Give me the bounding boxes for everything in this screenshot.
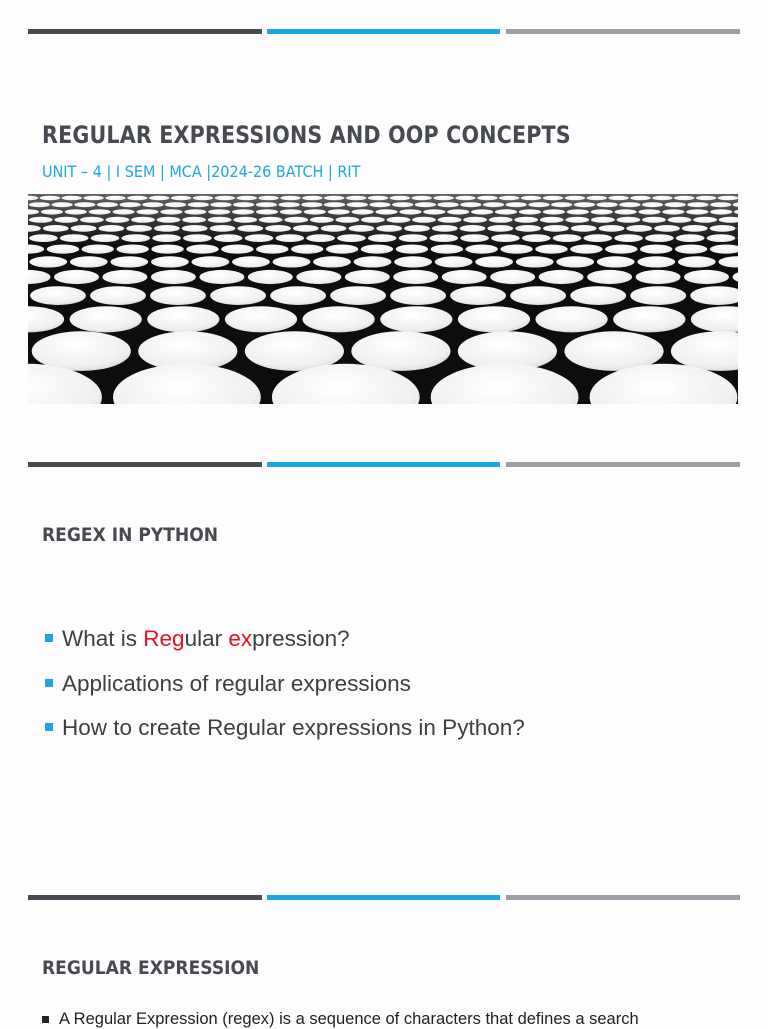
bullet-text: How to create Regular expressions in Python?	[62, 715, 525, 740]
blue-bar	[267, 29, 500, 34]
bullet-list	[42, 626, 525, 760]
header-bars	[28, 29, 740, 34]
slide-subtitle: UNIT – 4 | I SEM | MCA |2024-26 BATCH | RIT	[42, 162, 361, 181]
highlight-text: ex	[228, 626, 253, 651]
bullet-text: pression?	[252, 626, 350, 651]
slide-title: REGULAR EXPRESSIONS AND OOP CONCEPTS	[42, 121, 571, 149]
section-heading: REGEX IN PYTHON	[42, 524, 219, 546]
grey-bar	[506, 29, 740, 34]
body-bullet	[42, 1010, 639, 1029]
bullet-item	[42, 715, 525, 760]
section-heading: REGULAR EXPRESSION	[42, 957, 260, 979]
hero-image-disks	[28, 194, 738, 404]
dark-bar	[28, 462, 262, 467]
square-bullet-icon	[45, 723, 53, 731]
bullet-item	[42, 626, 525, 671]
header-bars	[28, 462, 740, 467]
square-bullet-icon	[45, 679, 53, 687]
bullet-text: ular	[184, 626, 229, 651]
grey-bar	[506, 895, 740, 900]
blue-bar	[267, 895, 500, 900]
grey-bar	[506, 462, 740, 467]
bullet-text: Applications of regular expressions	[62, 670, 411, 696]
highlight-text: Reg	[143, 626, 185, 651]
header-bars	[28, 895, 740, 900]
dark-bar	[28, 895, 262, 900]
bullet-text: What is	[62, 626, 144, 651]
dark-bar	[28, 29, 262, 34]
bullet-text: A Regular Expression (regex) is a sequence of characters that defines a search	[59, 1010, 639, 1028]
square-bullet-icon	[42, 1016, 49, 1023]
square-bullet-icon	[45, 634, 53, 642]
blue-bar	[267, 462, 500, 467]
bullet-item	[42, 671, 525, 716]
